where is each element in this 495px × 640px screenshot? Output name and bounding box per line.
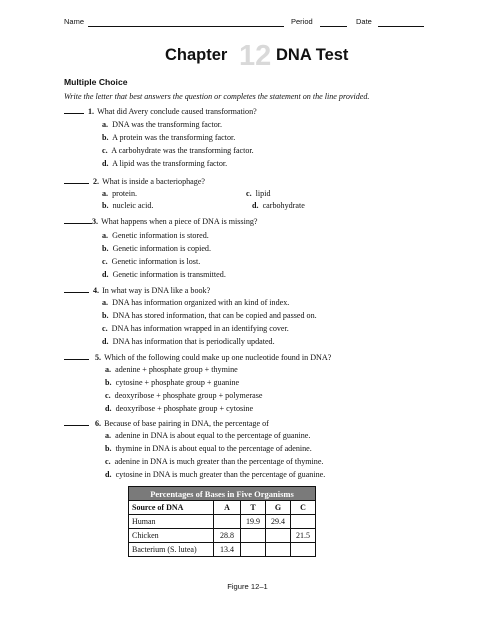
date-label: Date [356, 17, 372, 26]
question-number: 4. [93, 286, 100, 295]
question-1 [64, 106, 257, 116]
question-6 [64, 418, 269, 428]
answer-blank[interactable] [64, 285, 89, 293]
question-text: What did Avery conclude caused transformation? [97, 107, 257, 116]
table-row [129, 529, 316, 543]
question-text: Which of the following could make up one nucleotide found in DNA? [104, 353, 332, 362]
answer-blank[interactable] [64, 176, 89, 184]
answer-blank[interactable] [64, 418, 89, 426]
column-header: A [214, 501, 241, 515]
question-text: In what way is DNA like a book? [102, 286, 211, 295]
option: c. Genetic information is lost. [102, 257, 201, 266]
column-header: G [266, 501, 291, 515]
table-cell [214, 515, 241, 529]
option: d. cytosine in DNA is much greater than the percentage of guanine. [105, 470, 326, 479]
question-number: 2. [93, 177, 100, 186]
option: d. DNA has information that is periodically updated. [102, 337, 275, 346]
option: c. adenine in DNA is much greater than the percentage of thymine. [105, 457, 324, 466]
bases-percentage-table [128, 486, 316, 557]
question-number: 6. [95, 419, 102, 428]
instructions: Write the letter that best answers the question or completes the statement on the line provided. [64, 92, 370, 101]
option: a. DNA was the transforming factor. [102, 120, 223, 129]
option: d. A lipid was the transforming factor. [102, 159, 228, 168]
option: c. DNA has information wrapped in an identifying cover. [102, 324, 289, 333]
option: b. DNA has stored information, that can be copied and passed on. [102, 311, 317, 320]
question-text: What happens when a piece of DNA is missing? [101, 217, 258, 226]
option: a. DNA has information organized with an kind of index. [102, 298, 290, 307]
period-field[interactable] [320, 26, 347, 27]
table-cell [241, 529, 266, 543]
figure-caption: Figure 12–1 [227, 582, 268, 591]
option: c. A carbohydrate was the transforming factor. [102, 146, 254, 155]
option: b. thymine in DNA is about equal to the percentage of adenine. [105, 444, 312, 453]
table-cell: Human [129, 515, 214, 529]
option: a. protein. [102, 189, 138, 198]
table-row [129, 515, 316, 529]
option: a. adenine in DNA is about equal to the percentage of guanine. [105, 431, 311, 440]
question-2 [64, 176, 205, 186]
question-text: Because of base pairing in DNA, the percentage of [104, 419, 269, 428]
table-cell [291, 543, 316, 557]
option: a. adenine + phosphate group + thymine [105, 365, 238, 374]
question-number: 1. [88, 107, 95, 116]
question-number: 3. [92, 217, 99, 226]
option: d. deoxyribose + phosphate group + cytosine [105, 404, 254, 413]
answer-blank[interactable] [64, 216, 92, 224]
table-cell: Bacterium (S. lutea) [129, 543, 214, 557]
period-label: Period [291, 17, 313, 26]
chapter-word: Chapter [165, 46, 228, 64]
option: d. carbohydrate [252, 201, 305, 210]
option: b. nucleic acid. [102, 201, 154, 210]
answer-blank[interactable] [64, 352, 89, 360]
student-info-header [64, 17, 434, 31]
page-title [0, 40, 495, 74]
table-cell: 28.8 [214, 529, 241, 543]
table-cell [266, 529, 291, 543]
table-cell: 13.4 [214, 543, 241, 557]
question-4 [64, 285, 210, 295]
option: d. Genetic information is transmitted. [102, 270, 226, 279]
question-number: 5. [95, 353, 102, 362]
option: c. deoxyribose + phosphate group + polymerase [105, 391, 263, 400]
column-header: T [241, 501, 266, 515]
answer-blank[interactable] [64, 106, 84, 114]
option: a. Genetic information is stored. [102, 231, 209, 240]
option: b. A protein was the transforming factor. [102, 133, 236, 142]
option: b. cytosine + phosphate group + guanine [105, 378, 240, 387]
date-field[interactable] [378, 26, 424, 27]
column-header: Source of DNA [129, 501, 214, 515]
table-cell: 21.5 [291, 529, 316, 543]
question-5 [64, 352, 331, 362]
chapter-number: 12 [239, 40, 272, 72]
option: c. lipid [246, 189, 271, 198]
name-label: Name [64, 17, 85, 26]
question-text: What is inside a bacteriophage? [102, 177, 206, 186]
table-row [129, 543, 316, 557]
question-3 [64, 216, 258, 226]
table-cell: Chicken [129, 529, 214, 543]
name-field[interactable] [88, 26, 284, 27]
column-header: C [291, 501, 316, 515]
table-title: Percentages of Bases in Five Organisms [129, 487, 316, 501]
option: b. Genetic information is copied. [102, 244, 212, 253]
table-cell [291, 515, 316, 529]
table-cell: 29.4 [266, 515, 291, 529]
table-header-row [129, 501, 316, 515]
table-cell: 19.9 [241, 515, 266, 529]
test-name: DNA Test [276, 46, 349, 64]
table-cell [266, 543, 291, 557]
section-heading: Multiple Choice [64, 77, 128, 87]
table-cell [241, 543, 266, 557]
